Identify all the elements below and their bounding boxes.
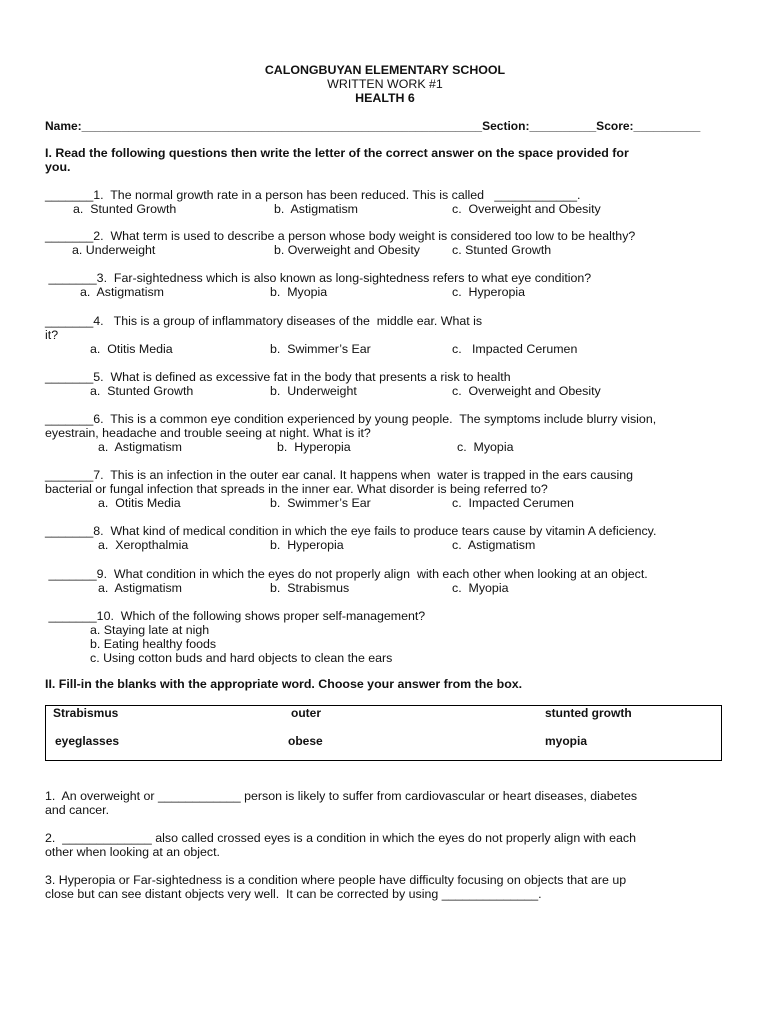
fill-item-2: 2. _____________ also called crossed eyes is a condition in which the eyes do not properly align with each [45,831,636,845]
name-section-score-line: Name:____________________________________________________________Section:__________Score:__________ [45,119,701,133]
q2-option-a: a. Underweight [72,243,156,257]
work-title: WRITTEN WORK #1 [327,77,443,91]
q10-option-c: c. Using cotton buds and hard objects to clean the ears [90,651,393,665]
q1-option-c: c. Overweight and Obesity [452,202,601,216]
q9-option-b: b. Strabismus [270,581,350,595]
q6-option-c: c. Myopia [457,440,514,454]
q6-option-b: b. Hyperopia [277,440,351,454]
q8-option-c: c. Astigmatism [452,538,536,552]
part1-instruction-line1: I. Read the following questions then write the letter of the correct answer on the space provided for [45,146,629,160]
q2-option-b: b. Overweight and Obesity [274,243,421,257]
q7-option-a: a. Otitis Media [98,496,181,510]
question-8: _______8. What kind of medical condition in which the eye fails to produce tears cause by vitamin A deficiency. [45,524,657,538]
part2-instruction: II. Fill-in the blanks with the appropriate word. Choose your answer from the box. [45,677,523,691]
question-7: _______7. This is an infection in the outer ear canal. It happens when water is trapped in the ears causing [45,468,634,482]
q8-option-b: b. Hyperopia [270,538,344,552]
q1-option-b: b. Astigmatism [274,202,359,216]
question-1: _______1. The normal growth rate in a person has been reduced. This is called ____________. [45,188,581,202]
q6-option-a: a. Astigmatism [98,440,183,454]
word-strabismus: Strabismus [53,706,119,720]
question-2: _______2. What term is used to describe a person whose body weight is considered too low to be healthy? [45,229,636,243]
part1-instruction-line2: you. [45,160,71,174]
question-10: _______10. Which of the following shows proper self-management? [45,609,426,623]
school-name: CALONGBUYAN ELEMENTARY SCHOOL [264,63,506,77]
q7-option-b: b. Swimmer’s Ear [270,496,371,510]
q5-option-b: b. Underweight [270,384,357,398]
question-4: _______4. This is a group of inflammatory diseases of the middle ear. What is [45,314,483,328]
question-6-cont: eyestrain, headache and trouble seeing at night. What is it? [45,426,371,440]
q9-option-c: c. Myopia [452,581,509,595]
q3-option-a: a. Astigmatism [80,285,165,299]
q5-option-c: c. Overweight and Obesity [452,384,601,398]
q3-option-c: c. Hyperopia [452,285,526,299]
word-obese: obese [288,734,323,748]
subject-title: HEALTH 6 [355,91,415,105]
question-7-cont: bacterial or fungal infection that spreads in the inner ear. What disorder is being referred to? [45,482,548,496]
q2-option-c: c. Stunted Growth [452,243,552,257]
word-outer: outer [291,706,321,720]
q4-option-c: c. Impacted Cerumen [452,342,578,356]
q5-option-a: a. Stunted Growth [90,384,194,398]
fill-item-1: 1. An overweight or ____________ person is likely to suffer from cardiovascular or heart diseases, diabetes [45,789,638,803]
q7-option-c: c. Impacted Cerumen [452,496,574,510]
question-3: _______3. Far-sightedness which is also known as long-sightedness refers to what eye condition? [45,271,592,285]
fill-item-1-cont: and cancer. [45,803,110,817]
fill-item-3-cont: close but can see distant objects very well. It can be corrected by using ______________. [45,887,542,901]
question-4-cont: it? [45,328,59,342]
word-myopia: myopia [545,734,588,748]
word-box [45,705,722,761]
q3-option-b: b. Myopia [270,285,328,299]
word-stunted-growth: stunted growth [545,706,632,720]
word-eyeglasses: eyeglasses [55,734,120,748]
question-6: _______6. This is a common eye condition experienced by young people. The symptoms include blurry vision, [45,412,657,426]
fill-item-3: 3. Hyperopia or Far-sightedness is a condition where people have difficulty focusing on objects that are up [45,873,627,887]
q1-option-a: a. Stunted Growth [73,202,177,216]
q10-option-a: a. Staying late at nigh [90,623,210,637]
q4-option-a: a. Otitis Media [90,342,173,356]
q10-option-b: b. Eating healthy foods [90,637,217,651]
q4-option-b: b. Swimmer’s Ear [270,342,371,356]
question-9: _______9. What condition in which the eyes do not properly align with each other when looking at an object. [45,567,648,581]
q8-option-a: a. Xeropthalmia [98,538,189,552]
fill-item-2-cont: other when looking at an object. [45,845,220,859]
question-5: _______5. What is defined as excessive fat in the body that presents a risk to health [45,370,511,384]
q9-option-a: a. Astigmatism [98,581,183,595]
